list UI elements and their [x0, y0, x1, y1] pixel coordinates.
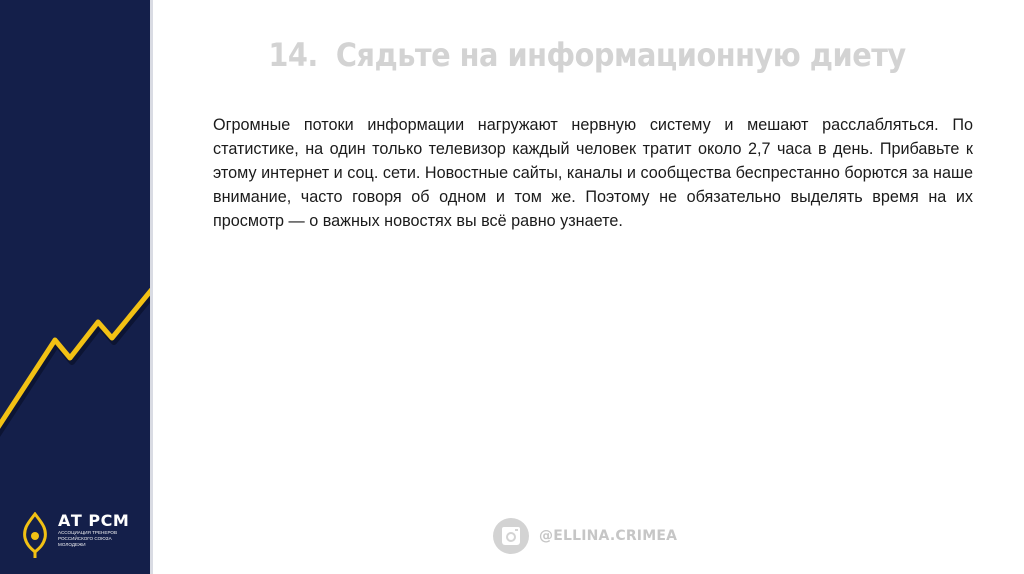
- logo-name: АТ РСМ: [58, 511, 130, 530]
- instagram-handle[interactable]: @ELLINA.CRIMEA: [539, 528, 678, 544]
- instagram-glyph-icon: [500, 525, 522, 547]
- slide-paragraph: Огромные потоки информации нагружают нервную систему и мешают расслабляться. По статистике, на один только телевизор каждый человек тратит около 2,7 часа в день. Прибавьте к этому интернет и соц. сети. Новостные сайты, каналы и сообщества беспрестанно борются за наше внимание, часто говоря об одном и том же. Поэтому не обязательно выделять время на их просмотр — о важных новостях вы всё равно узнаете.: [213, 116, 973, 230]
- logo-subtitle: АССОЦИАЦИЯ ТРЕНЕРОВ РОССИЙСКОГО СОЮЗА МОЛОДЕЖИ: [58, 530, 118, 547]
- slide-number: 14.: [268, 36, 318, 74]
- organization-logo: [20, 512, 134, 558]
- leaf-emblem-icon: [20, 512, 50, 558]
- lightning-stripe-decoration: [0, 0, 150, 574]
- slide-title: [150, 36, 1024, 74]
- social-footer[interactable]: [493, 518, 677, 554]
- sidebar: [0, 0, 150, 574]
- slide-title-text: Сядьте на информационную диету: [335, 36, 906, 74]
- sidebar-divider: [150, 0, 153, 574]
- instagram-icon[interactable]: [493, 518, 529, 554]
